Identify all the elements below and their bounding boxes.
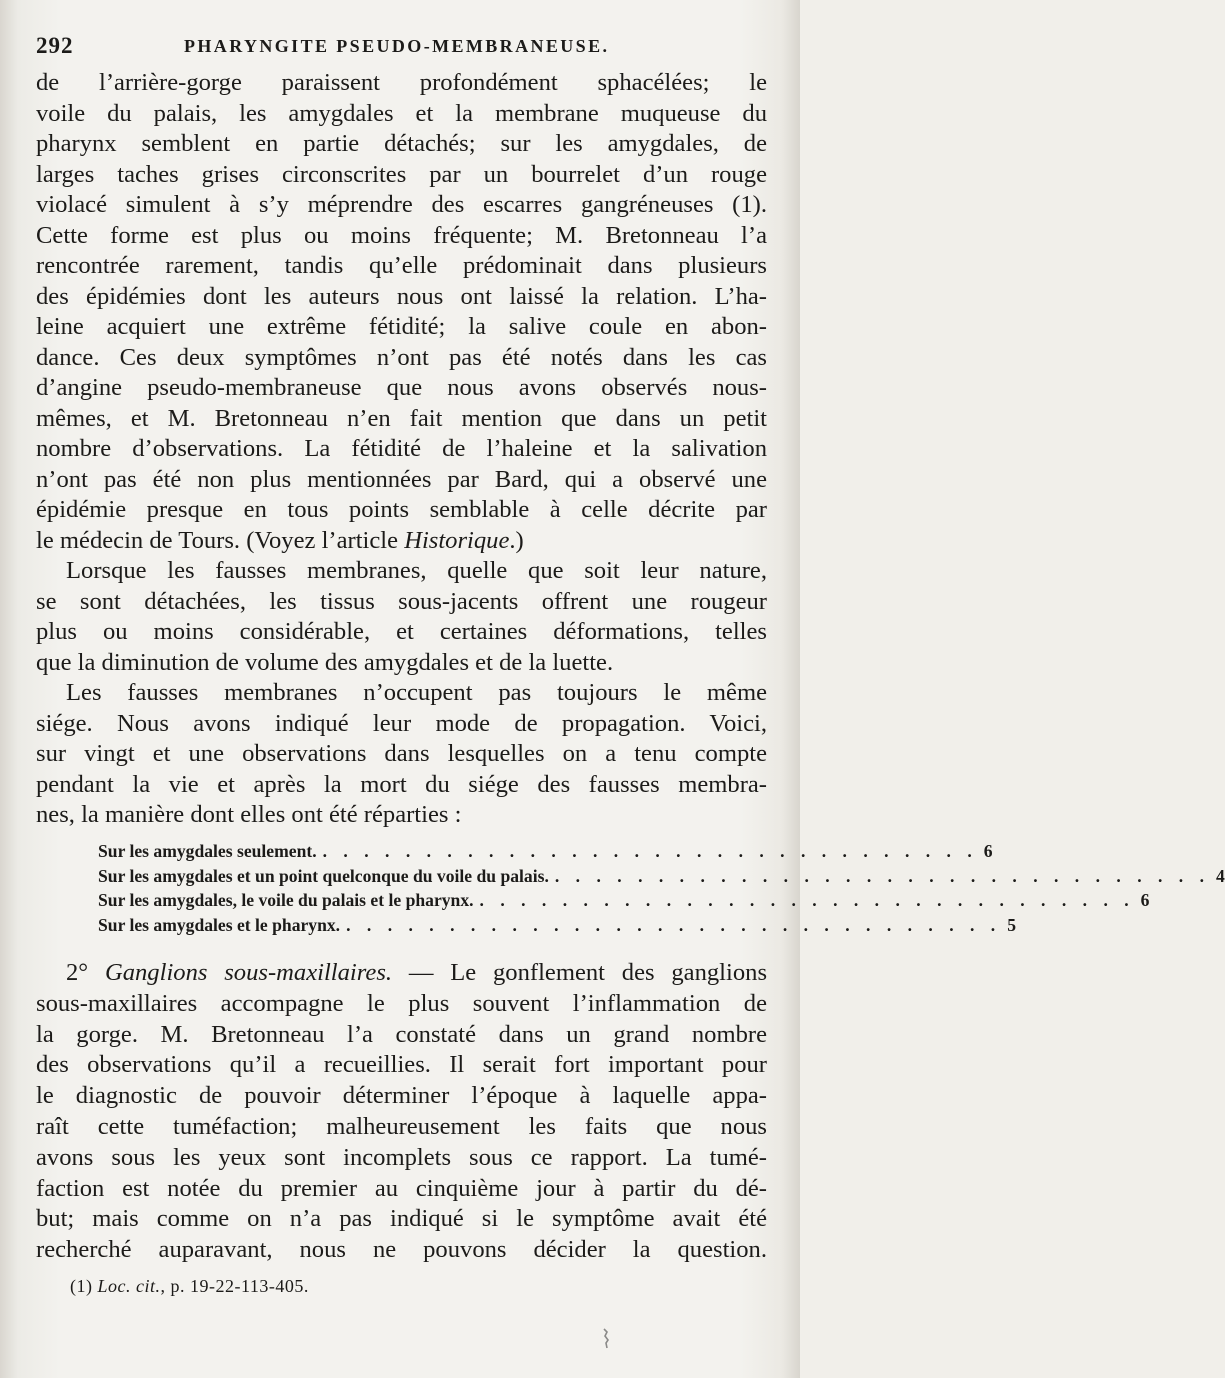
text-line: pendant la vie et après la mort du siége des fausses membra- xyxy=(36,770,767,798)
list-item xyxy=(98,839,993,864)
text-line: rencontrée rarement, tandis qu’elle prédominait dans plusieurs xyxy=(36,252,767,279)
text-line: se sont détachées, les tissus sous-jacents offrent une rougeur xyxy=(36,587,767,615)
paragraph-1 xyxy=(36,68,767,556)
paragraph-3 xyxy=(36,678,767,831)
text-line: violacé simulent à s’y méprendre des escarres gangréneuses (1). xyxy=(36,191,767,218)
text-line: d’angine pseudo-membraneuse que nous avons observés nous- xyxy=(36,374,767,401)
italic-term: Historique xyxy=(404,526,510,554)
text-line: sous-maxillaires accompagne le plus souvent l’inflammation de xyxy=(36,989,767,1017)
page-number: 292 xyxy=(36,33,74,58)
ink-blot-icon xyxy=(600,1328,612,1350)
dot-leader: . . . . . . . . . . . . . . . . . . . . . . . . . . . . . . . . xyxy=(322,841,978,861)
text-line: recherché auparavant, nous ne pouvons décider la question. xyxy=(36,1236,767,1264)
text-line: la gorge. M. Bretonneau l’a constaté dans un grand nombre xyxy=(36,1020,767,1048)
text-fragment: .) xyxy=(509,526,524,554)
list-item xyxy=(98,864,1225,889)
text-line: plus ou moins considérable, et certaines déformations, telles xyxy=(36,618,767,645)
section-number: 2° xyxy=(66,959,89,986)
text-line: but; mais comme on n’a pas indiqué si le symptôme avait été xyxy=(36,1205,767,1233)
list-item-label: Sur les amygdales et un point quelconque du voile du palais. xyxy=(98,865,549,886)
text-line: avons sous les yeux sont incomplets sous ce rapport. La tumé- xyxy=(36,1143,767,1171)
text-line: de l’arrière-gorge paraissent profondément sphacélées; le xyxy=(36,69,767,96)
section-heading-line xyxy=(36,958,767,989)
list-item xyxy=(98,913,1016,938)
section-ganglions xyxy=(36,958,767,1266)
text-line: Lorsque les fausses membranes, quelle que soit leur nature, xyxy=(66,557,767,584)
text-line: pharynx semblent en partie détachés; sur les amygdales, de xyxy=(36,130,767,157)
list-item xyxy=(98,888,1150,913)
footnote xyxy=(70,1276,309,1297)
text-line: faction est notée du premier au cinquième jour à partir du dé- xyxy=(36,1174,767,1202)
running-head xyxy=(36,33,766,61)
text-line: siége. Nous avons indiqué leur mode de propagation. Voici, xyxy=(36,709,767,737)
text-line: épidémie presque en tous points semblable à celle décrite par xyxy=(36,496,767,523)
footnote-citation: Loc. cit. xyxy=(97,1276,161,1296)
text-line: leine acquiert une extrême fétidité; la salive coule en abon- xyxy=(36,313,767,340)
text-line: des observations qu’il a recueillies. Il serait fort important pour xyxy=(36,1051,767,1079)
running-title: PHARYNGITE PSEUDO-MEMBRANEUSE. xyxy=(184,36,610,56)
distribution-list xyxy=(98,839,1225,937)
text-fragment: — Le gonflement des ganglions xyxy=(392,959,768,986)
dot-leader: . . . . . . . . . . . . . . . . . . . . . . . . . . . . . . . . xyxy=(479,890,1135,910)
text-line: que la diminution de volume des amygdales et de la luette. xyxy=(36,648,614,676)
list-item-count: 6 xyxy=(1140,890,1150,910)
text-line: Les fausses membranes n’occupent pas toujours le même xyxy=(66,679,767,706)
text-line: raît cette tuméfaction; malheureusement les faits que nous xyxy=(36,1112,767,1140)
text-line: sur vingt et une observations dans lesquelles on a tenu compte xyxy=(36,740,767,767)
dot-leader: . . . . . . . . . . . . . . . . . . . . . . . . . . . . . . . . xyxy=(346,914,1002,935)
text-line: nes, la manière dont elles ont été réparties : xyxy=(36,801,462,828)
list-item-label: Sur les amygdales seulement. xyxy=(98,841,317,861)
footnote-number: (1) xyxy=(70,1276,93,1296)
list-item-label: Sur les amygdales, le voile du palais et le pharynx. xyxy=(98,890,474,910)
text-line: nombre d’observations. La fétidité de l’haleine et la salivation xyxy=(36,435,767,462)
text-line: des épidémies dont les auteurs nous ont laissé la relation. L’ha- xyxy=(36,282,767,310)
list-item-count: 5 xyxy=(1007,914,1016,935)
text-line: larges taches grises circonscrites par un bourrelet d’un rouge xyxy=(36,160,767,188)
text-line: n’ont pas été non plus mentionnées par Bard, qui a observé une xyxy=(36,465,767,493)
text-fragment: le médecin de Tours. (Voyez l’article xyxy=(36,526,405,554)
text-line xyxy=(36,526,767,557)
text-line: le diagnostic de pouvoir déterminer l’époque à laquelle appa- xyxy=(36,1082,767,1110)
dot-leader: . . . . . . . . . . . . . . . . . . . . . . . . . . . . . . . . xyxy=(554,865,1210,886)
text-line: dance. Ces deux symptômes n’ont pas été notés dans les cas xyxy=(36,343,767,371)
text-line: mêmes, et M. Bretonneau n’en fait mention que dans un petit xyxy=(36,404,767,432)
list-item-label: Sur les amygdales et le pharynx. xyxy=(98,914,341,935)
list-item-count: 6 xyxy=(983,841,993,861)
body-text xyxy=(36,68,767,831)
paragraph-2 xyxy=(36,556,767,678)
footnote-pages: , p. 19-22-113-405. xyxy=(160,1276,309,1296)
text-line: Cette forme est plus ou moins fréquente; M. Bretonneau l’a xyxy=(36,221,767,249)
list-item-count: 4 xyxy=(1215,865,1225,886)
section-heading: Ganglions sous-maxillaires. xyxy=(104,959,393,986)
text-line: voile du palais, les amygdales et la membrane muqueuse du xyxy=(36,99,767,127)
